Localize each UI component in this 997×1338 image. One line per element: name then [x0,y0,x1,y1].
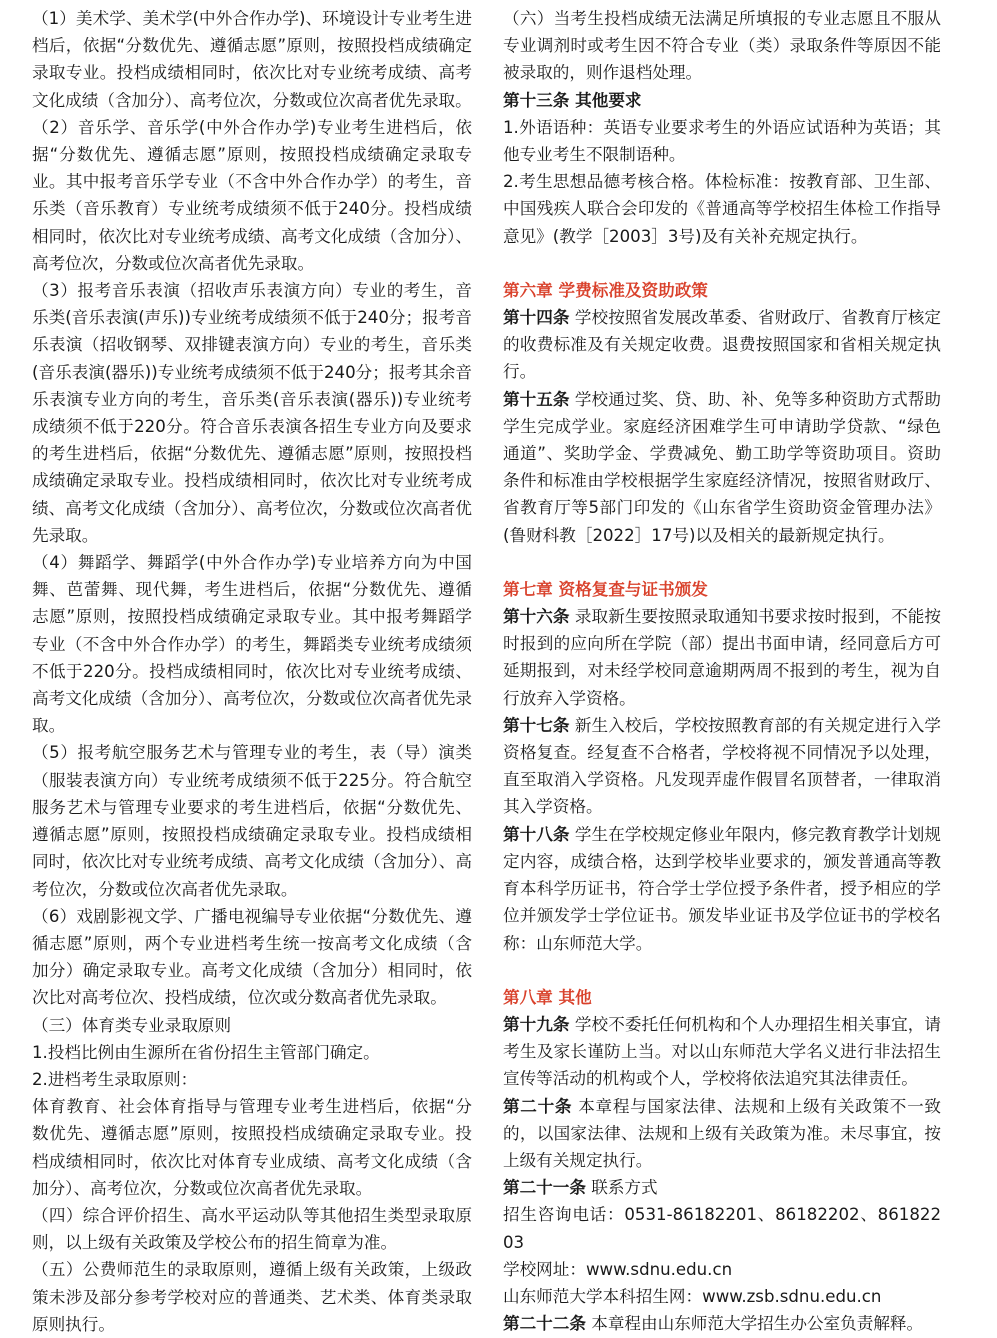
article-title: 第十六条 [503,607,570,627]
article-title: 第十七条 [503,715,570,735]
article-title: 第十九条 [503,1014,570,1034]
paragraph: （五）公费师范生的录取原则，遵循上级有关政策，上级政策未涉及部分参考学校对应的普通类、艺术类、体育类录取原则执行。 [32,1260,472,1334]
article-paragraph [503,1174,941,1201]
paragraph: 1.外语语种：英语专业要求考生的外语应试语种为英语；其他专业考生不限制语种。 [503,117,941,165]
spacer [503,549,941,576]
article-paragraph [503,304,941,386]
paragraph: （六）当考生投档成绩无法满足所填报的专业志愿且不服从专业调剂时或考生因不符合专业（类）录取条件等原因不能被录取的，则作退档处理。 [503,9,941,83]
article-text: 学校通过奖、贷、助、补、免等多种资助方式帮助学生完成学业。家庭经济困难学生可申请助学贷款、“绿色通道”、奖助学金、学费减免、勤工助学等资助项目。资助条件和标准由学校根据学生家庭经济情况，按照省财政厅、省教育厅等5部门印发的《山东省学生资助资金管理办法》(鲁财科教［2022］17号)以及相关的最新规定执行。 [503,389,941,545]
chapter-heading: 第六章 学费标准及资助政策 [503,280,708,300]
article-title: 第十八条 [503,824,570,844]
right-column [503,5,941,1337]
spacer [503,957,941,984]
paragraph: （2）音乐学、音乐学(中外合作办学)专业考生进档后，依据“分数优先、遵循志愿”原则，按照投档成绩确定录取专业。其中报考音乐学专业（不含中外合作办学）的考生，音乐类（音乐教育）专业统考成绩须不低于240分。投档成绩相同时，依次比对专业统考成绩、高考文化成绩（含加分）、高考位次，分数或位次高者优先录取。 [32,117,472,273]
paragraph: （3）报考音乐表演（招收声乐表演方向）专业的考生，音乐类(音乐表演(声乐))专业统考成绩须不低于240分；报考音乐表演（招收钢琴、双排键表演方向）专业的考生，音乐类(音乐表演(器乐))专业统考成绩须不低于240分；报考其余音乐表演专业方向的考生，音乐类(音乐表演(器乐))专业统考成绩须不低于220分。符合音乐表演各招生专业方向及要求的考生进档后，依据“分数优先、遵循志愿”原则，按照投档成绩确定录取专业。投档成绩相同时，依次比对专业统考成绩、高考文化成绩（含加分）、高考位次，分数或位次高者优先录取。 [32,281,472,545]
paragraph: （四）综合评价招生、高水平运动队等其他招生类型录取原则，以上级有关政策及学校公布的招生简章为准。 [32,1205,472,1253]
article-title: 第十四条 [503,308,570,328]
contact-phone: 招生咨询电话：0531-86182201、86182202、86182203 [503,1205,941,1252]
paragraph: （4）舞蹈学、舞蹈学(中外合作办学)专业培养方向为中国舞、芭蕾舞、现代舞，考生进档后，依据“分数优先、遵循志愿”原则，按照投档成绩确定录取专业。其中报考舞蹈学专业（不含中外合作办学）的考生，舞蹈类专业统考成绩须不低于220分。投档成绩相同时，依次比对专业统考成绩、高考文化成绩（含加分）、高考位次，分数或位次高者优先录取。 [32,553,472,736]
chapter-heading: 第八章 其他 [503,987,592,1007]
article-text: 新生入校后，学校按照教育部的有关规定进行入学资格复查。经复查不合格者，学校将视不同情况予以处理，直至取消入学资格。凡发现弄虚作假冒名顶替者，一律取消其入学资格。 [503,715,941,817]
article-text: 学生在学校规定修业年限内，修完教育教学计划规定内容，成绩合格，达到学校毕业要求的，颁发普通高等教育本科学历证书，符合学士学位授予条件者，授予相应的学位并颁发学士学位证书。颁发毕业证书及学位证书的学校名称：山东师范大学。 [503,824,941,953]
article-text: 学校按照省发展改革委、省财政厅、省教育厅核定的收费标准及有关规定收费。退费按照国家和省相关规定执行。 [503,308,941,382]
article-text: 录取新生要按照录取通知书要求按时报到，不能按时报到的应向所在学院（部）提出书面申请，经同意后方可延期报到，对未经学校同意逾期两周不报到的考生，视为自行放弃入学资格。 [503,607,941,708]
paragraph: （6）戏剧影视文学、广播电视编导专业依据“分数优先、遵循志愿”原则，两个专业进档考生统一按高考文化成绩（含加分）确定录取专业。高考文化成绩（含加分）相同时，依次比对高考位次、投档成绩，位次或分数高者优先录取。 [32,906,472,1008]
article-text: 联系方式 [585,1178,658,1198]
article-paragraph [503,1011,941,1093]
contact-website: 学校网址：www.sdnu.edu.cn [503,1259,733,1279]
article-paragraph [503,1310,941,1337]
article-title: 第二十二条 [503,1314,586,1334]
chapter-heading: 第七章 资格复查与证书颁发 [503,579,708,599]
paragraph: 体育教育、社会体育指导与管理专业考生进档后，依据“分数优先、遵循志愿”原则，按照投档成绩确定录取专业。投档成绩相同时，依次比对体育专业成绩、高考文化成绩（含加分）、高考位次，分数或位次高者优先录取。 [32,1097,472,1198]
contact-admissions-site: 山东师范大学本科招生网：www.zsb.sdnu.edu.cn [503,1286,882,1306]
paragraph: 2.进档考生录取原则： [32,1069,198,1089]
article-paragraph [503,603,941,712]
paragraph: （1）美术学、美术学(中外合作办学)、环境设计专业考生进档后，依据“分数优先、遵循志愿”原则，按照投档成绩确定录取专业。投档成绩相同时，依次比对专业统考成绩、高考文化成绩（含加分）、高考位次，分数或位次高者优先录取。 [32,9,472,110]
article-title: 第十五条 [503,389,570,409]
left-column [32,5,472,1338]
paragraph: （5）报考航空服务艺术与管理专业的考生，表（导）演类（服装表演方向）专业统考成绩须不低于225分。符合航空服务艺术与管理专业要求的考生进档后，依据“分数优先、遵循志愿”原则，按照投档成绩确定录取专业。投档成绩相同时，依次比对专业统考成绩、高考文化成绩（含加分）、高考位次，分数或位次高者优先录取。 [32,743,472,899]
section-heading: （三）体育类专业录取原则 [32,1015,232,1035]
article-text: 本章程由山东师范大学招生办公室负责解释。 [585,1314,924,1334]
article-text: 学校不委托任何机构和个人办理招生相关事宜，请考生及家长谨防上当。对以山东师范大学名义进行非法招生宣传等活动的机构或个人，学校将依法追究其法律责任。 [503,1014,941,1089]
article-paragraph [503,821,941,957]
article-heading: 第十三条 其他要求 [503,90,642,110]
article-paragraph [503,712,941,821]
paragraph: 1.投档比例由生源所在省份招生主管部门确定。 [32,1042,380,1062]
article-paragraph [503,386,941,549]
article-title: 第二十一条 [503,1178,586,1198]
paragraph: 2.考生思想品德考核合格。体检标准：按教育部、卫生部、中国残疾人联合会印发的《普通高等学校招生体检工作指导意见》(教学［2003］3号)及有关补充规定执行。 [503,172,941,246]
article-title: 第二十条 [503,1096,573,1116]
article-paragraph [503,1093,941,1175]
spacer [503,250,941,277]
article-text: 本章程与国家法律、法规和上级有关政策不一致的，以国家法律、法规和上级有关政策为准。未尽事宜，按上级有关规定执行。 [503,1096,942,1170]
